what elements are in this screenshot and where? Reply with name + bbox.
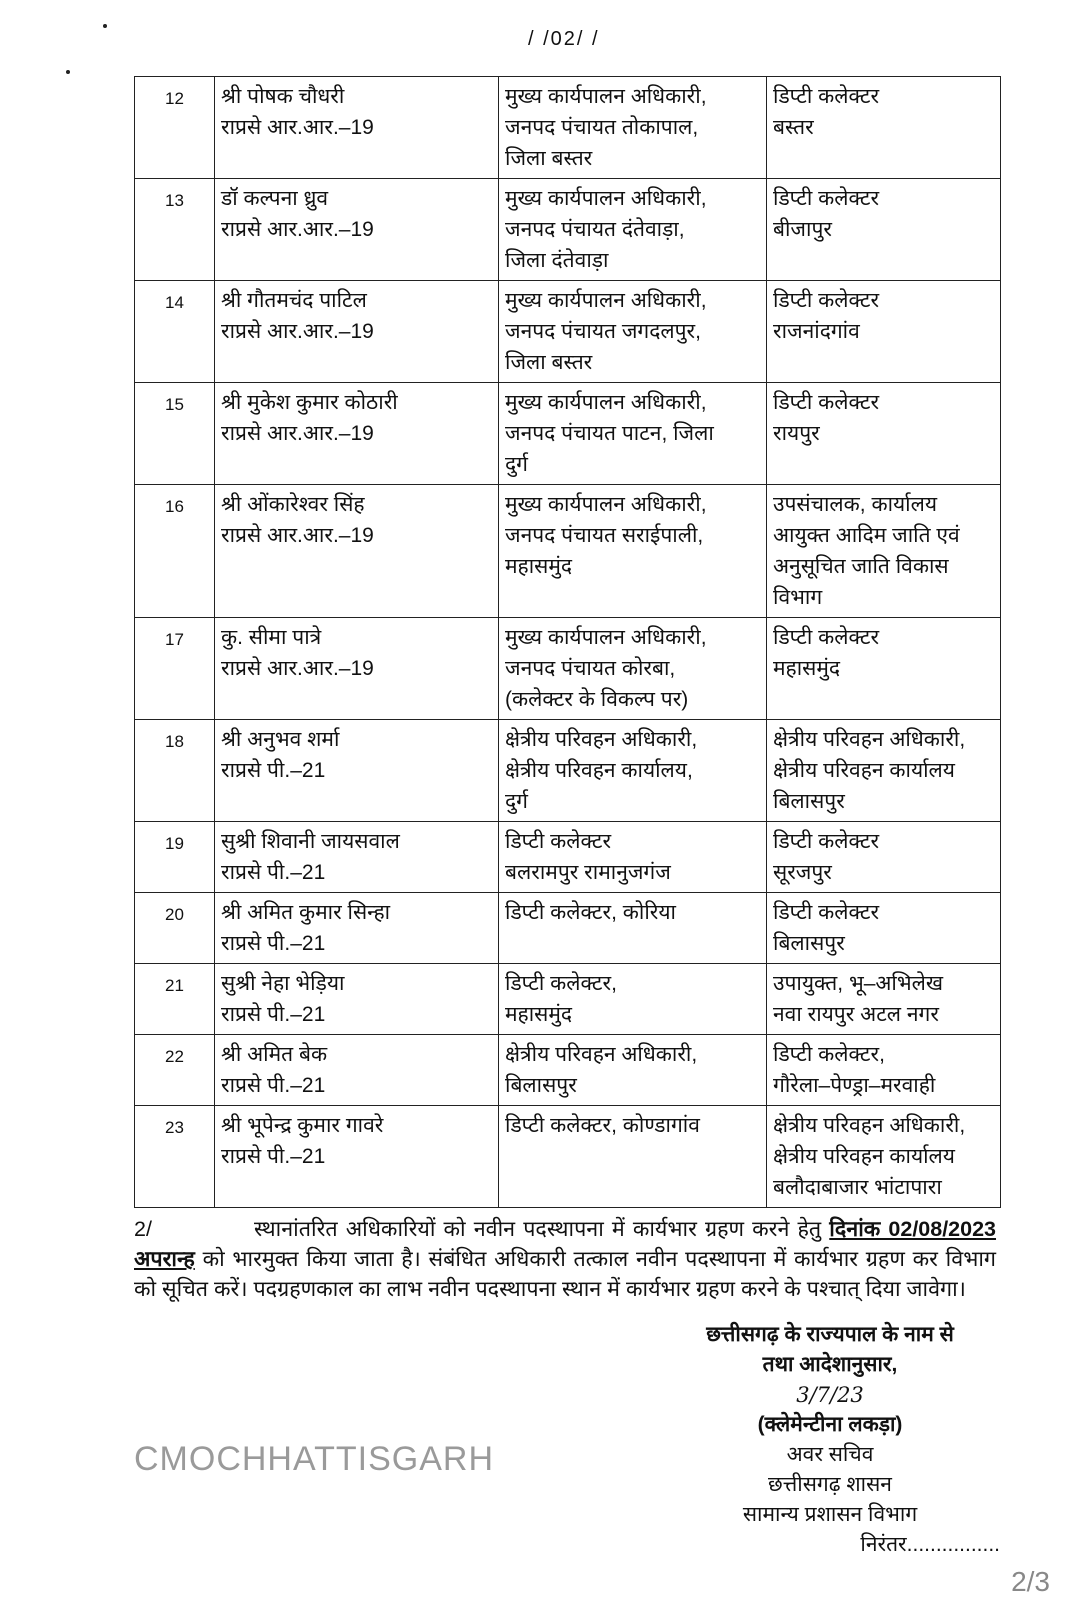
- current-posting-cell: [499, 77, 767, 179]
- relieving-date: दिनांक 02/08/2023 अपरान्ह: [134, 1217, 997, 1271]
- cell-line: जनपद पंचायत सराईपाली,: [505, 524, 704, 547]
- cell-line: डिप्टी कलेक्टर: [773, 85, 880, 108]
- table-row: [135, 964, 1001, 1035]
- cell-line: डिप्टी कलेक्टर, कोरिया: [505, 901, 676, 924]
- cell-line: श्री पोषक चौधरी: [221, 85, 345, 108]
- cell-line: राप्रसे आर.आर.–19: [221, 218, 374, 241]
- serial-number: 21: [135, 964, 215, 1035]
- cell-line: क्षेत्रीय परिवहन अधिकारी,: [505, 1043, 698, 1066]
- cell-line: बस्तर: [773, 116, 814, 139]
- officer-cell: [215, 383, 499, 485]
- new-posting-cell: [767, 1106, 1001, 1208]
- new-posting-cell: [767, 383, 1001, 485]
- serial-number: 14: [135, 281, 215, 383]
- cell-line: रायपुर: [773, 422, 820, 445]
- current-posting-cell: [499, 281, 767, 383]
- cell-line: मुख्य कार्यपालन अधिकारी,: [505, 493, 707, 516]
- cell-line: राप्रसे आर.आर.–19: [221, 422, 374, 445]
- serial-number: 22: [135, 1035, 215, 1106]
- cell-line: सुश्री शिवानी जायसवाल: [221, 830, 400, 853]
- table-row: [135, 179, 1001, 281]
- officer-cell: [215, 893, 499, 964]
- speck: [66, 70, 70, 74]
- cell-line: राप्रसे पी.–21: [221, 759, 326, 782]
- cell-line: राप्रसे आर.आर.–19: [221, 657, 374, 680]
- cell-line: श्री अमित बेक: [221, 1043, 328, 1066]
- officer-cell: [215, 179, 499, 281]
- cell-line: डिप्टी कलेक्टर: [773, 391, 880, 414]
- cell-line: जिला बस्तर: [505, 147, 593, 170]
- current-posting-cell: [499, 1106, 767, 1208]
- cell-line: जिला बस्तर: [505, 351, 593, 374]
- table-row: [135, 822, 1001, 893]
- officer-cell: [215, 720, 499, 822]
- cell-line: क्षेत्रीय परिवहन कार्यालय,: [505, 759, 693, 782]
- table-row: [135, 1035, 1001, 1106]
- cell-line: मुख्य कार्यपालन अधिकारी,: [505, 391, 707, 414]
- cell-line: राप्रसे आर.आर.–19: [221, 116, 374, 139]
- cell-line: श्री ओंकारेश्वर सिंह: [221, 493, 365, 516]
- new-posting-cell: [767, 964, 1001, 1035]
- cell-line: डॉ कल्पना ध्रुव: [221, 187, 329, 210]
- serial-number: 20: [135, 893, 215, 964]
- cell-line: श्री गौतमचंद पाटिल: [221, 289, 367, 312]
- cell-line: राप्रसे पी.–21: [221, 932, 326, 955]
- cell-line: आयुक्त आदिम जाति एवं: [773, 524, 960, 547]
- cell-line: राप्रसे पी.–21: [221, 1003, 326, 1026]
- new-posting-cell: [767, 822, 1001, 893]
- cell-line: राप्रसे आर.आर.–19: [221, 524, 374, 547]
- serial-number: 12: [135, 77, 215, 179]
- cell-line: महासमुंद: [773, 657, 841, 680]
- table-row: [135, 383, 1001, 485]
- cell-line: डिप्टी कलेक्टर: [773, 289, 880, 312]
- table-row: [135, 77, 1001, 179]
- cell-line: जनपद पंचायत पाटन, जिला: [505, 422, 714, 445]
- new-posting-cell: [767, 485, 1001, 618]
- officer-cell: [215, 77, 499, 179]
- new-posting-cell: [767, 618, 1001, 720]
- signatory-department: सामान्य प्रशासन विभाग: [742, 1503, 918, 1526]
- continued-note: निरंतर................: [860, 1533, 1000, 1556]
- cell-line: उपसंचालक, कार्यालय: [773, 493, 938, 516]
- new-posting-cell: [767, 1035, 1001, 1106]
- current-posting-cell: [499, 964, 767, 1035]
- cell-line: डिप्टी कलेक्टर: [505, 830, 612, 853]
- cell-line: मुख्य कार्यपालन अधिकारी,: [505, 289, 707, 312]
- cell-line: बिलासपुर: [773, 932, 845, 955]
- cell-line: बिलासपुर: [773, 790, 845, 813]
- signature-area: [134, 1320, 1000, 1560]
- officer-cell: [215, 822, 499, 893]
- serial-number: 23: [135, 1106, 215, 1208]
- cell-line: डिप्टी कलेक्टर: [773, 830, 880, 853]
- officer-cell: [215, 964, 499, 1035]
- cell-line: क्षेत्रीय परिवहन कार्यालय: [773, 759, 955, 782]
- current-posting-cell: [499, 822, 767, 893]
- table-row: [135, 485, 1001, 618]
- officer-cell: [215, 485, 499, 618]
- cell-line: जिला दंतेवाड़ा: [505, 249, 609, 272]
- transfer-table: [134, 76, 1001, 1208]
- paragraph-number: 2/: [134, 1217, 152, 1241]
- order-paragraph: 2/ स्थानांतरित अधिकारियों को नवीन पदस्थापना में कार्यभार ग्रहण करने हेतु दिनांक 02/08/2023 अपरान्ह को भारमुक्त किया जाता है। संबंधित अधिकारी तत्काल नवीन पदस्थापना में कार्यभार ग्रहण कर विभाग को सूचित करें। पदग्रहणकाल का लाभ नवीन पदस्थापना स्थान में कार्यभार ग्रहण करने के पश्चात् दिया जावेगा।: [134, 1214, 996, 1304]
- document-body: [134, 0, 1050, 1602]
- table-row: [135, 893, 1001, 964]
- cell-line: राप्रसे पी.–21: [221, 1074, 326, 1097]
- current-posting-cell: [499, 618, 767, 720]
- cell-line: जनपद पंचायत तोकापाल,: [505, 116, 699, 139]
- cell-line: डिप्टी कलेक्टर: [773, 901, 880, 924]
- serial-number: 18: [135, 720, 215, 822]
- current-posting-cell: [499, 383, 767, 485]
- current-posting-cell: [499, 1035, 767, 1106]
- cell-line: श्री भूपेन्द्र कुमार गावरे: [221, 1114, 384, 1137]
- new-posting-cell: [767, 720, 1001, 822]
- cell-line: बलौदाबाजार भांटापारा: [773, 1176, 942, 1199]
- serial-number: 13: [135, 179, 215, 281]
- handwritten-signature: 3/7/23: [796, 1383, 864, 1407]
- cell-line: राप्रसे पी.–21: [221, 861, 326, 884]
- cell-line: महासमुंद: [505, 555, 573, 578]
- cell-line: सूरजपुर: [773, 861, 832, 884]
- new-posting-cell: [767, 281, 1001, 383]
- cell-line: क्षेत्रीय परिवहन अधिकारी,: [773, 728, 966, 751]
- cell-line: बीजापुर: [773, 218, 832, 241]
- cell-line: श्री अनुभव शर्मा: [221, 728, 340, 751]
- serial-number: 15: [135, 383, 215, 485]
- page-counter: 2/3: [1011, 1566, 1050, 1597]
- cell-line: अनुसूचित जाति विकास: [773, 555, 949, 578]
- cell-line: डिप्टी कलेक्टर,: [505, 972, 617, 995]
- officer-cell: [215, 1035, 499, 1106]
- current-posting-cell: [499, 893, 767, 964]
- cell-line: गौरेला–पेण्ड्रा–मरवाही: [773, 1074, 936, 1097]
- cell-line: मुख्य कार्यपालन अधिकारी,: [505, 626, 707, 649]
- table-row: [135, 1106, 1001, 1208]
- signatory-designation: अवर सचिव: [786, 1443, 874, 1466]
- current-posting-cell: [499, 485, 767, 618]
- cell-line: मुख्य कार्यपालन अधिकारी,: [505, 187, 707, 210]
- watermark: CMOCHHATTISGARH: [134, 1440, 495, 1478]
- cell-line: बलरामपुर रामानुजगंज: [505, 861, 671, 884]
- cell-line: श्री मुकेश कुमार कोठारी: [221, 391, 398, 414]
- officer-cell: [215, 281, 499, 383]
- cell-line: महासमुंद: [505, 1003, 573, 1026]
- table-row: [135, 618, 1001, 720]
- current-posting-cell: [499, 720, 767, 822]
- signatory-name: (क्लेमेन्टीना लकड़ा): [757, 1413, 903, 1436]
- cell-line: दुर्ग: [505, 790, 528, 813]
- cell-line: मुख्य कार्यपालन अधिकारी,: [505, 85, 707, 108]
- cell-line: बिलासपुर: [505, 1074, 577, 1097]
- cell-line: जनपद पंचायत जगदलपुर,: [505, 320, 701, 343]
- cell-line: क्षेत्रीय परिवहन अधिकारी,: [505, 728, 698, 751]
- cell-line: कु. सीमा पात्रे: [221, 626, 322, 649]
- new-posting-cell: [767, 893, 1001, 964]
- serial-number: 19: [135, 822, 215, 893]
- cell-line: क्षेत्रीय परिवहन अधिकारी,: [773, 1114, 966, 1137]
- current-posting-cell: [499, 179, 767, 281]
- page-marker: / /02/ /: [528, 28, 600, 50]
- officer-cell: [215, 618, 499, 720]
- cell-line: राप्रसे पी.–21: [221, 1145, 326, 1168]
- cell-line: क्षेत्रीय परिवहन कार्यालय: [773, 1145, 955, 1168]
- cell-line: उपायुक्त, भू–अभिलेख: [773, 972, 944, 995]
- cell-line: नवा रायपुर अटल नगर: [773, 1003, 939, 1026]
- officer-cell: [215, 1106, 499, 1208]
- table-row: [135, 281, 1001, 383]
- cell-line: (कलेक्टर के विकल्प पर): [505, 688, 689, 711]
- cell-line: राप्रसे आर.आर.–19: [221, 320, 374, 343]
- cell-line: जनपद पंचायत कोरबा,: [505, 657, 676, 680]
- cell-line: राजनांदगांव: [773, 320, 860, 343]
- new-posting-cell: [767, 179, 1001, 281]
- cell-line: सुश्री नेहा भेड़िया: [221, 972, 345, 995]
- signature-line1: छत्तीसगढ़ के राज्यपाल के नाम से: [706, 1323, 954, 1346]
- signature-line2: तथा आदेशानुसार,: [762, 1353, 898, 1376]
- new-posting-cell: [767, 77, 1001, 179]
- cell-line: डिप्टी कलेक्टर: [773, 187, 880, 210]
- speck: [103, 24, 107, 28]
- cell-line: जनपद पंचायत दंतेवाड़ा,: [505, 218, 685, 241]
- serial-number: 17: [135, 618, 215, 720]
- cell-line: डिप्टी कलेक्टर,: [773, 1043, 885, 1066]
- cell-line: श्री अमित कुमार सिन्हा: [221, 901, 391, 924]
- cell-line: दुर्ग: [505, 453, 528, 476]
- signature-block: [660, 1320, 1000, 1560]
- serial-number: 16: [135, 485, 215, 618]
- cell-line: डिप्टी कलेक्टर, कोण्डागांव: [505, 1114, 700, 1137]
- cell-line: विभाग: [773, 586, 823, 609]
- table-row: [135, 720, 1001, 822]
- signatory-government: छत्तीसगढ़ शासन: [768, 1473, 892, 1496]
- cell-line: डिप्टी कलेक्टर: [773, 626, 880, 649]
